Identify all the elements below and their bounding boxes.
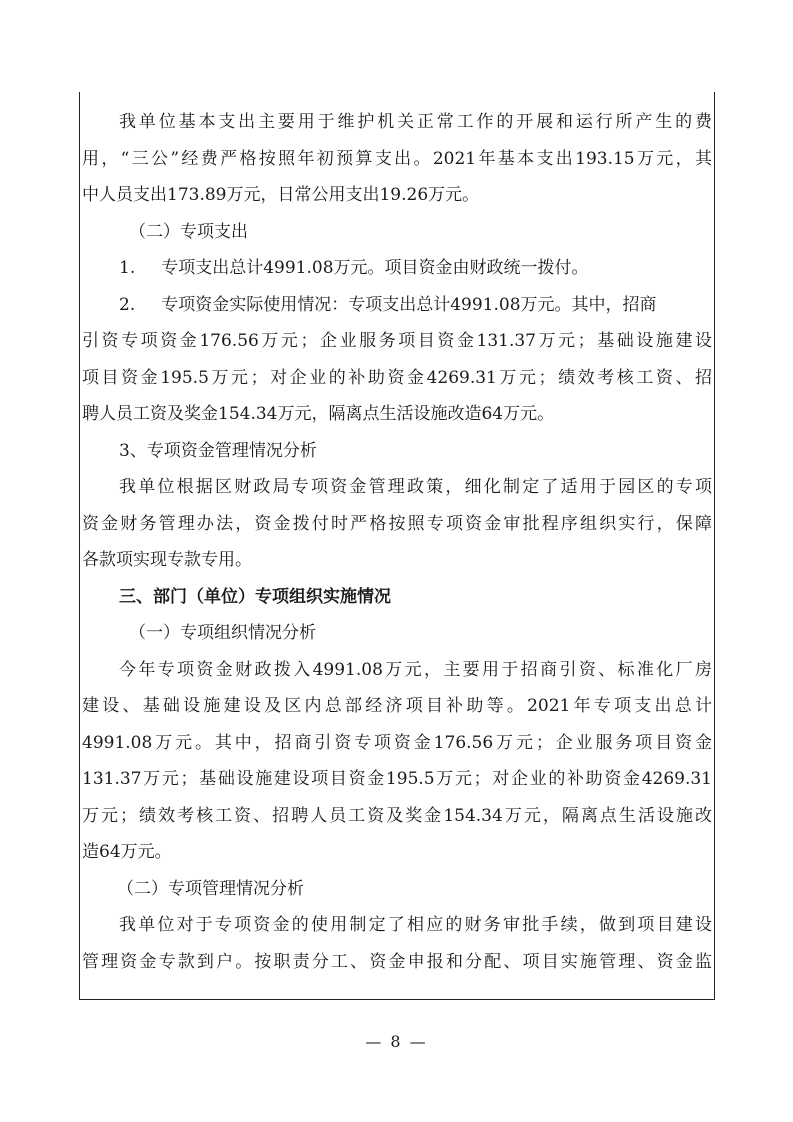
list-number: 1. <box>119 258 136 278</box>
paragraph-line: 各款项实现专款专用。 <box>82 550 252 570</box>
paragraph-line: 管理资金专款到户。按职责分工、资金申报和分配、项目实施管理、资金监 <box>82 951 712 972</box>
section-heading: 3、专项资金管理情况分析 <box>119 440 317 461</box>
list-item <box>82 250 712 287</box>
section-heading: （一）专项组织情况分析 <box>129 623 316 643</box>
list-item-text: 专项资金实际使用情况：专项支出总计4991.08万元。其中，招商 <box>161 294 657 315</box>
section-heading: （二）专项支出 <box>129 221 248 242</box>
paragraph-line: 项目资金195.5万元；对企业的补助资金4269.31万元；绩效考核工资、招 <box>82 367 712 388</box>
paragraph-line: 4991.08万元。其中，招商引资专项资金176.56万元；企业服务项目资金 <box>82 732 712 753</box>
page-number: — 8 — <box>365 1032 428 1051</box>
paragraph-line: 引资专项资金176.56万元；企业服务项目资金131.37万元；基础设施建设 <box>82 331 712 351</box>
paragraph-line: 用，“三公”经费严格按照年初预算支出。2021年基本支出193.15万元，其 <box>82 148 712 169</box>
list-item <box>82 287 712 324</box>
document-body <box>82 104 712 980</box>
paragraph-line: 中人员支出173.89万元，日常公用支出19.26万元。 <box>82 185 480 205</box>
list-item-text: 专项支出总计4991.08万元。项目资金由财政统一拨付。 <box>161 258 589 278</box>
paragraph-line: 聘人员工资及奖金154.34万元，隔离点生活设施改造64万元。 <box>82 404 555 424</box>
paragraph-line: 造64万元。 <box>82 842 172 862</box>
section-heading: （二）专项管理情况分析 <box>117 878 304 899</box>
paragraph-line: 131.37万元；基础设施建设项目资金195.5万元；对企业的补助资金4269.31 <box>82 769 712 789</box>
paragraph-line: 我单位对于专项资金的使用制定了相应的财务审批手续，做到项目建设 <box>119 915 712 935</box>
paragraph-line: 我单位根据区财政局专项资金管理政策，细化制定了适用于园区的专项 <box>119 477 712 497</box>
paragraph-line: 建设、基础设施建设及区内总部经济项目补助等。2021年专项支出总计 <box>82 696 712 716</box>
paragraph-line: 万元；绩效考核工资、招聘人员工资及奖金154.34万元，隔离点生活设施改 <box>82 805 712 826</box>
list-number: 2. <box>119 294 136 315</box>
paragraph-line: 我单位基本支出主要用于维护机关正常工作的开展和运行所产生的费 <box>119 112 712 132</box>
chapter-heading: 三、部门（单位）专项组织实施情况 <box>119 586 391 607</box>
paragraph-line: 今年专项资金财政拨入4991.08万元，主要用于招商引资、标准化厂房 <box>119 659 712 680</box>
paragraph-line: 资金财务管理办法，资金拨付时严格按照专项资金审批程序组织实行，保障 <box>82 513 712 534</box>
